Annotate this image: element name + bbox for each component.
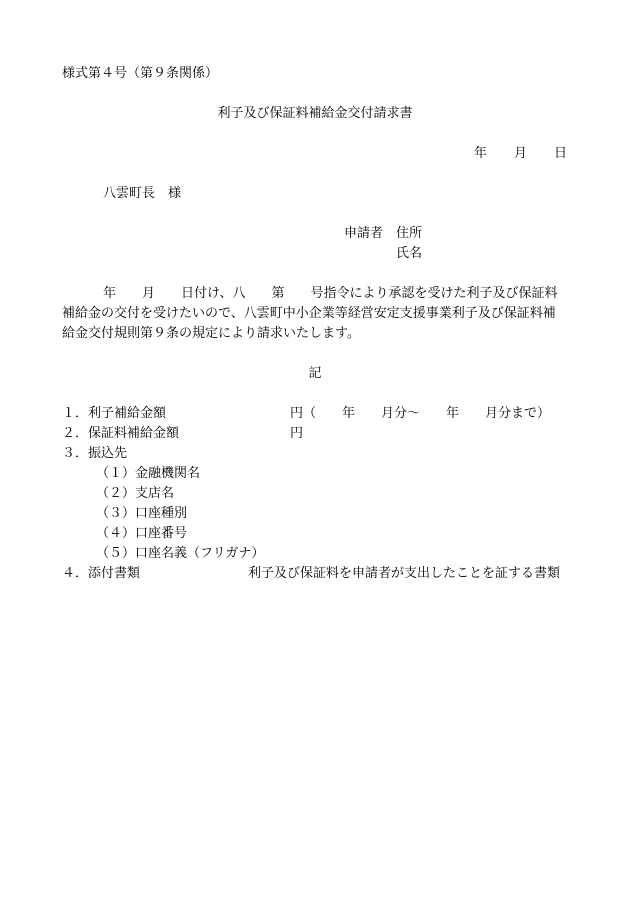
address-label: 住所	[396, 226, 423, 241]
item-label: ２．保証料補給金額	[62, 426, 180, 441]
sub-item: （１）金融機関名	[96, 466, 201, 481]
yen-unit: 円	[290, 426, 304, 441]
period-range: 年 月分〜 年 月分まで）	[342, 406, 551, 421]
date-month: 月	[514, 146, 528, 161]
item-label: ４．添付書類	[62, 566, 141, 581]
attachment-value: 利子及び保証料を申請者が支出したことを証する書類	[248, 566, 561, 581]
sub-item: （４）口座番号	[96, 526, 188, 541]
date-day: 日	[554, 146, 568, 161]
applicant-label: 申請者	[344, 226, 384, 241]
form-number: 様式第４号（第９条関係）	[62, 66, 219, 81]
body-line: 補給金の交付を受けたいので、八雲町中小企業等経営安定支援事業利子及び保証料補	[62, 306, 556, 321]
sub-item: （５）口座名義（フリガナ）	[96, 546, 265, 561]
yen-unit: 円（	[290, 406, 317, 421]
body-line: 給金交付規則第９条の規定により請求いたします。	[62, 326, 360, 341]
item-label: １．利子補給金額	[62, 406, 167, 421]
document-title: 利子及び保証料補給金交付請求書	[217, 106, 413, 121]
sub-item: （３）口座種別	[96, 506, 188, 521]
item-label: ３．振込先	[62, 446, 128, 461]
body-line: 年 月 日付け、八 第 号指令により承認を受けた利子及び保証料	[103, 286, 558, 301]
sub-item: （２）支店名	[96, 486, 175, 501]
name-label: 氏名	[396, 246, 423, 261]
ki-heading: 記	[308, 366, 322, 381]
date-year: 年	[474, 146, 488, 161]
addressee: 八雲町長 様	[103, 186, 182, 201]
